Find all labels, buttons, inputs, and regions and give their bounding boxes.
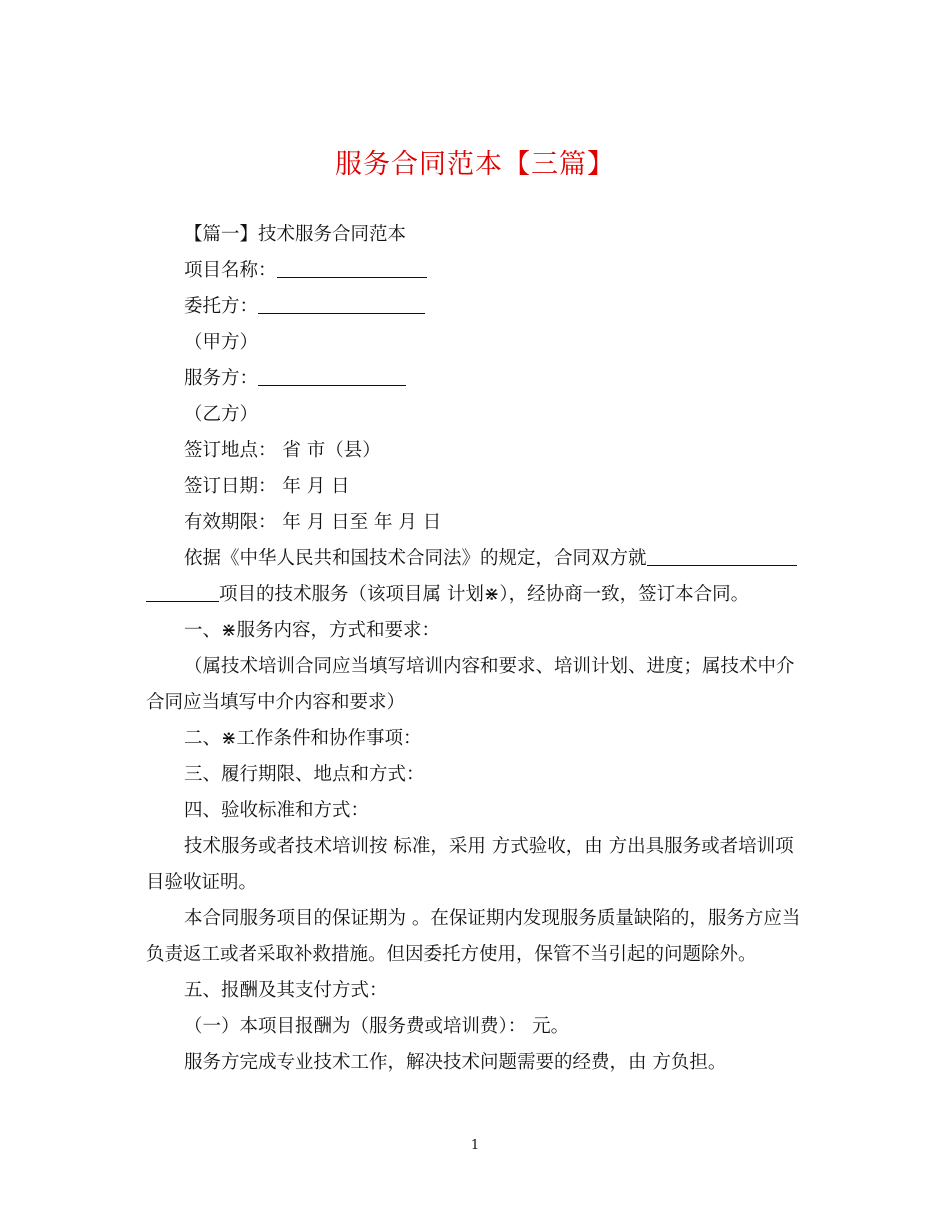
expense-line: 服务方完成专业技术工作，解决技术问题需要的经费，由 方负担。 [184,1052,727,1073]
client-blank[interactable] [258,293,425,314]
clause-4-heading: 四、验收标准和方式： [184,800,370,821]
service-provider-blank[interactable] [258,365,406,386]
client-line: 委托方： [146,289,802,325]
service-provider-line: 服务方： [146,361,802,397]
document-title: 服务合同范本【三篇】 [335,149,615,180]
party-a-label: （甲方） [184,332,259,353]
project-blank-2[interactable] [146,581,219,602]
clause-1-note: （属技术培训合同应当填写培训内容和要求、培训计划、进度；属技术中介 合同应当填写中介内容和要求） [146,656,795,713]
signing-date-line: 签订日期： 年 月 日 [184,476,350,497]
page-number: 1 [470,1138,480,1153]
project-name-blank[interactable] [277,257,427,278]
project-name-line: 项目名称： [146,253,802,289]
basis-paragraph: 依据《中华人民共和国技术合同法》的规定，合同双方就 项目的技术服务（该项目属 计划⋇），经协商一致，签订本合同。 [146,541,802,613]
warranty-paragraph: 本合同服务项目的保证期为 。在保证期内发现服务质量缺陷的，服务方应当 负责返工或者采取补救措施。但因委托方使用，保管不当引起的问题除外。 [146,908,801,965]
project-blank-1[interactable] [647,545,797,566]
acceptance-paragraph: 技术服务或者技术培训按 标准，采用 方式验收，由 方出具服务或者培训项 目验收证明。 [146,836,794,893]
signing-place-line: 签订地点： 省 市（县） [184,440,381,461]
validity-period-line: 有效期限： 年 月 日至 年 月 日 [184,512,442,533]
clause-2-heading: 二、⋇工作条件和协作事项： [184,728,422,749]
clause-1-heading: 一、⋇服务内容，方式和要求： [184,620,441,641]
party-b-label: （乙方） [184,404,259,425]
clause-5-heading: 五、报酬及其支付方式： [184,980,388,1001]
section-heading: 【篇一】技术服务合同范本 [184,224,407,245]
clause-3-heading: 三、履行期限、地点和方式： [184,764,425,785]
remuneration-line: （一）本项目报酬为（服务费或培训费）： 元。 [184,1016,570,1037]
